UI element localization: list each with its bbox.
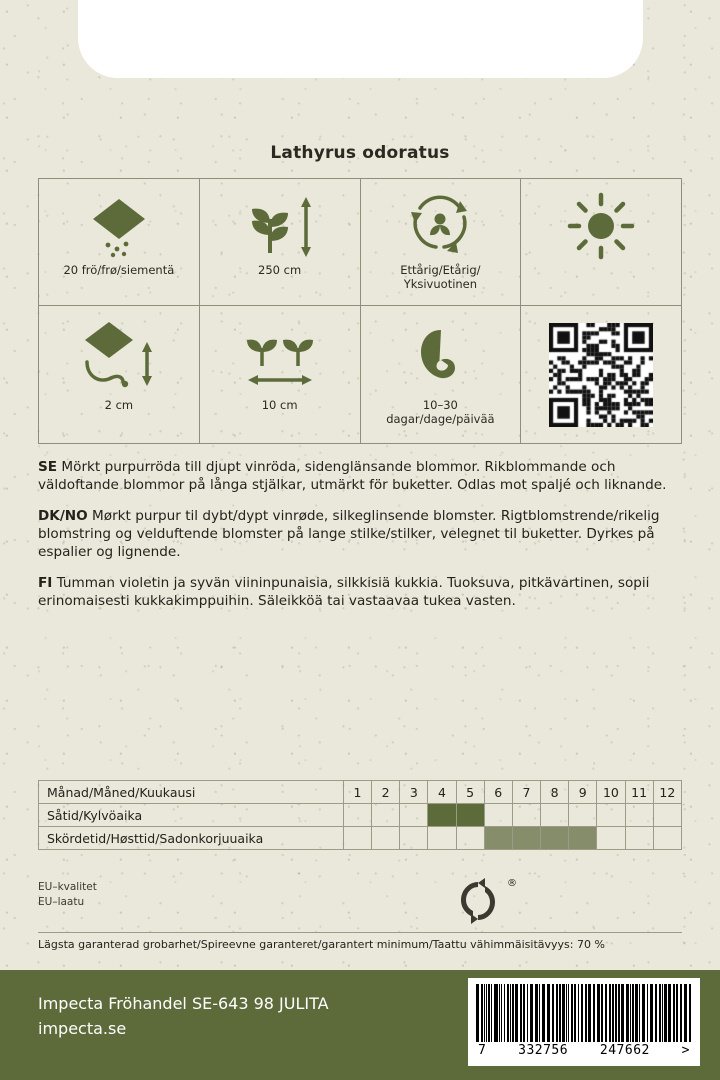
barcode-digit-right: > <box>681 1043 690 1058</box>
calendar-cell <box>372 804 400 827</box>
company-name: Impecta Fröhandel SE-643 98 JULITA <box>38 994 329 1013</box>
calendar-cell <box>597 804 625 827</box>
website-url[interactable]: impecta.se <box>38 1018 127 1038</box>
calendar-row-label: Skördetid/Høsttid/Sadonkorjuuaika <box>39 827 344 850</box>
page-title: Lathyrus odoratus <box>270 143 450 163</box>
calendar-month-header: 12 <box>653 781 681 804</box>
calendar-month-header: 8 <box>541 781 569 804</box>
calendar-cell <box>625 827 653 850</box>
description-dkno <box>38 507 688 561</box>
eu-quality-line2: EU–laatu <box>38 896 85 909</box>
lifecycle-label: Ettårig/Etårig/ Yksivuotinen <box>400 263 481 292</box>
calendar-month-header: 9 <box>569 781 597 804</box>
barcode-digit-left: 7 <box>478 1043 487 1058</box>
barcode-digits-mid2: 247662 <box>599 1043 650 1058</box>
plant-height-icon <box>238 189 322 263</box>
calendar-cell <box>569 827 597 850</box>
description-block <box>38 458 688 624</box>
calendar-row <box>39 827 682 850</box>
info-icon-table-row1 <box>38 178 682 306</box>
calendar-cell <box>400 804 428 827</box>
calendar-cell <box>428 827 456 850</box>
calendar-cell <box>541 827 569 850</box>
info-cell-germination <box>360 306 522 444</box>
plant-spacing-icon <box>234 316 326 398</box>
lang-label-dkno: DK/NO <box>38 508 88 525</box>
description-se-text: Mörkt purpurröda till djupt vinröda, sidenglänsande blommor. Rikblommande och väldoftande blommor på långa stjälkar, utmärkt för buketter. Odlas mot spaljé och liknande. <box>38 459 667 494</box>
calendar-month-header: 4 <box>428 781 456 804</box>
calendar-header-label: Månad/Måned/Kuukausi <box>39 781 344 804</box>
plant-spacing-label: 10 cm <box>261 398 298 412</box>
info-cell-sowing-depth <box>38 306 200 444</box>
info-cell-spacing <box>199 306 361 444</box>
eu-quality-block <box>38 880 97 910</box>
lifecycle-icon <box>403 189 477 263</box>
calendar-cell <box>372 827 400 850</box>
calendar-cell <box>343 827 371 850</box>
germination-time-label: 10–30 dagar/dage/päivää <box>386 398 495 427</box>
calendar-month-header: 5 <box>456 781 484 804</box>
plant-height-label: 250 cm <box>258 263 302 277</box>
info-cell-qr[interactable] <box>520 306 682 444</box>
description-fi <box>38 574 688 610</box>
barcode-digits <box>476 1042 692 1058</box>
calendar-row <box>39 804 682 827</box>
calendar-row-label: Såtid/Kylvöaika <box>39 804 344 827</box>
calendar-cell <box>484 804 512 827</box>
sun-icon <box>562 189 640 263</box>
calendar-month-header: 2 <box>372 781 400 804</box>
calendar-cell <box>484 827 512 850</box>
info-cell-lifecycle <box>360 178 522 306</box>
recycle-icon <box>455 878 515 924</box>
calendar-month-header: 1 <box>343 781 371 804</box>
calendar-cell <box>456 804 484 827</box>
footer-text <box>38 992 329 1042</box>
calendar-cell <box>597 827 625 850</box>
sowing-depth-label: 2 cm <box>104 398 134 412</box>
calendar-month-header: 11 <box>625 781 653 804</box>
lang-label-fi: FI <box>38 575 53 592</box>
seed-packet-icon <box>83 189 155 263</box>
lang-label-se: SE <box>38 459 58 475</box>
info-cell-seed-count <box>38 178 200 306</box>
calendar-cell <box>541 804 569 827</box>
divider <box>38 932 682 933</box>
footer-bar <box>0 970 720 1080</box>
calendar-month-header: 7 <box>512 781 540 804</box>
top-notch <box>78 0 643 78</box>
calendar-month-header: 3 <box>400 781 428 804</box>
seed-count-label: 20 frö/frø/siementä <box>63 263 175 277</box>
description-se <box>38 458 688 494</box>
calendar-cell <box>512 827 540 850</box>
calendar-cell <box>456 827 484 850</box>
calendar-cell <box>625 804 653 827</box>
calendar-cell <box>653 804 681 827</box>
calendar-cell <box>512 804 540 827</box>
calendar-month-header: 6 <box>484 781 512 804</box>
calendar-cell <box>653 827 681 850</box>
barcode <box>468 978 700 1066</box>
barcode-digits-mid1: 332756 <box>518 1043 569 1058</box>
calendar-cell <box>343 804 371 827</box>
info-icon-table-row2 <box>38 306 682 444</box>
calendar-cell <box>428 804 456 827</box>
calendar-month-header: 10 <box>597 781 625 804</box>
registered-mark: ® <box>507 878 517 889</box>
sowing-depth-icon <box>73 316 165 398</box>
germination-guarantee: Lägsta garanterad grobarhet/Spireevne garanteret/garantert minimum/Taattu vähimmäisitävyys: 70 % <box>38 938 605 951</box>
calendar-header-row <box>39 781 682 804</box>
sowing-calendar <box>38 780 682 850</box>
info-cell-height <box>199 178 361 306</box>
calendar-cell <box>400 827 428 850</box>
germination-time-icon <box>403 316 477 398</box>
calendar-cell <box>569 804 597 827</box>
barcode-bars <box>476 984 692 1042</box>
qr-code-icon[interactable] <box>549 323 653 427</box>
description-fi-text: Tumman violetin ja syvän viininpunaisia, silkkisiä kukkia. Tuoksuva, pitkävartinen, sopii erinomaisesti kukkakimppuihin. Säleikköä tai vastaavaa tukea vasten. <box>38 575 650 610</box>
description-dkno-text: Mørkt purpur til dybt/dypt vinrøde, silkeglinsende blomster. Rigtblomstrende/rikelig blomstring og velduftende blomster på lange stilke/stilker, velegnet til buketter. Dyrkes på espalier og lignende. <box>38 508 660 561</box>
info-cell-sun <box>520 178 682 306</box>
eu-quality-line1: EU–kvalitet <box>38 881 97 893</box>
